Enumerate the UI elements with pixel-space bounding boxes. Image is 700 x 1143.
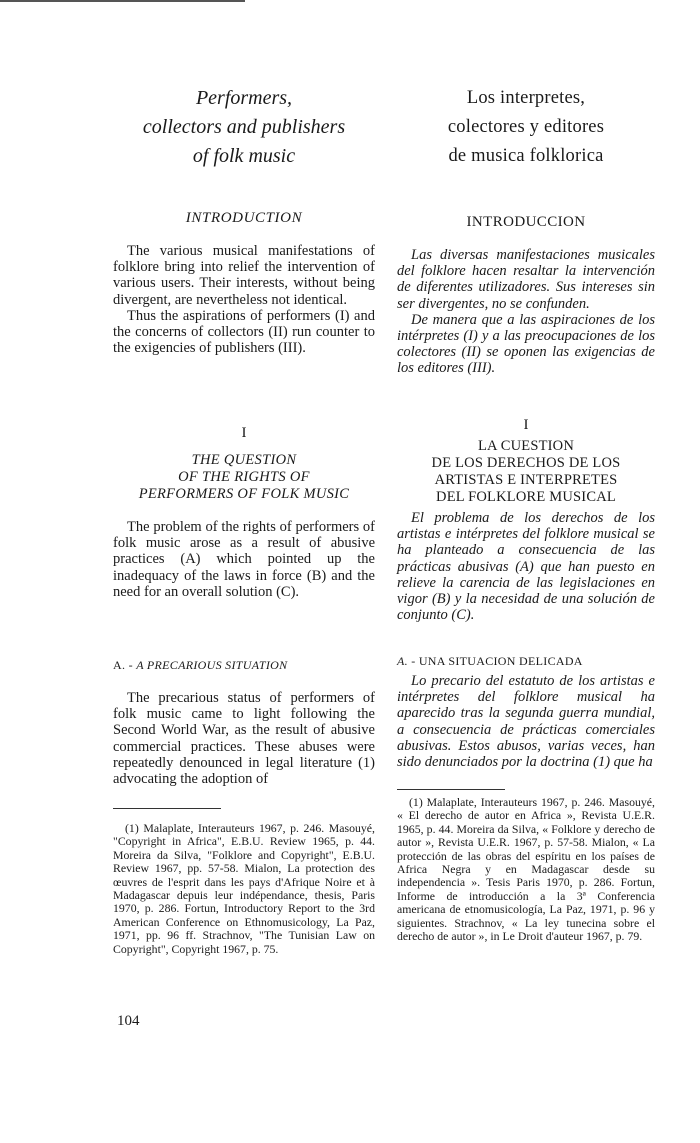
title-line: Los interpretes, [466,88,586,108]
paragraph: The problem of the rights of performers of folk music arose as a result of abusive practices (A) which pointed up the inadequacy of the laws in force (B) and the need for an overall solution (C). [113,519,375,600]
paragraph: Thus the aspirations of performers (I) and the concerns of collectors (II) run counter to the exigencies of publishers (III). [113,307,375,357]
paragraph: The precarious status of performers of folk music came to light following the Second World War, as the result of abusive commercial practices. These abuses were repeatedly denounced in legal literature (1) advocating the adoption of [113,690,375,788]
introduccion-heading: INTRODUCCION [466,214,586,230]
footnote-text: (1) Malaplate, Interauteurs 1967, p. 246. Masouyé, « El derecho de autor en Africa », Revista U.E.R. 1965, p. 44. Moreira da Silva, « Folklore y derecho de autor », Revista U.E.R. 1967, p. 57-58. Mialon, « La protección de las obras del espíritu en los países de Africa Negra y en Madagascar desde su independencia ». Tesis Paris 1970, p. 286. Fortun, Informe de introducción a la 3ª Conferencia americana de etnomusicología, La Paz, 1971, p. 96 y siguientes. Strachnov, « La ley tunecina sobre el derecho de autor », in Le Droit d'auteur 1967, p. 79. [397,795,655,944]
paragraph: Lo precario del estatuto de los artistas e intérpretes del folklore musical ha aparecido tras la segunda guerra mundial, a consecuencia de prácticas comerciales abusivas. Estos abusos, varias veces, han sido denunciados por la doctrina (1) que ha [397,673,655,771]
page-number: 104 [117,1013,140,1029]
spanish-title [397,84,655,171]
section-title [397,438,655,506]
title-line: of folk music [192,145,296,167]
section-title [113,452,375,503]
title-line: colectores y editores [447,117,605,137]
paragraph: Las diversas manifestaciones musicales del folklore hacen resaltar la intervención de diferentes utilizadores. Sus intereses sin ser divergentes, no se confunden. [397,247,655,312]
paragraph: El problema de los derechos de los artistas e intérpretes del folklore musical se ha planteado a consecuencia de las prácticas abusivas (A) que han puesto en relieve la carencia de las legislaciones en vigor (B) y la necesidad de una solución de conjunto (C). [397,510,655,624]
paragraph: The various musical manifestations of folklore bring into relief the intervention of various users. Their interests, without being divergent, are nevertheless not identical. [113,243,375,308]
english-title [113,84,375,171]
title-line: collectors and publishers [142,116,346,138]
section-title-line: DEL FOLKLORE MUSICAL [436,489,616,505]
top-rule [0,0,245,2]
section-numeral: I [523,417,529,433]
section-title-line: PERFORMERS OF FOLK MUSIC [138,486,350,502]
section-text [113,519,375,600]
section-text [397,510,655,623]
introduccion-text [397,247,655,377]
section-numeral: I [241,425,247,441]
subsection-heading [397,654,655,669]
footnote [397,796,655,943]
section-title-line: THE QUESTION [191,452,297,468]
subsection-text [397,673,655,770]
subsection-title: A PRECARIOUS SITUATION [136,658,288,672]
section-title-line: DE LOS DERECHOS DE LOS [431,455,621,471]
section-title-line: ARTISTAS E INTERPRETES [434,472,618,488]
footnote-text: (1) Malaplate, Interauteurs 1967, p. 246. Masouyé, "Copyright in Africa", E.B.U. Review 1965, p. 44. Moreira da Silva, "Folklore and Copyright", E.B.U. Review 1967, pp. 57-58. Mialon, La protection des œuvres de l'esprit dans les pays d'Afrique Noire et à Madagascar depuis leur indépendance, thesis, Paris 1970, p. 286. Fortun, Introductory Report to the 3rd American Conference on Ethnomusicology, La Paz, 1971, pp. 96 ff. Strachnov, "The Tunisian Law on Copyright", Copyright 1967, p. 75. [113,821,375,956]
section-title-line: LA CUESTION [477,438,575,454]
introduction-text [113,243,375,356]
footnote [113,822,375,956]
paragraph: De manera que a las aspiraciones de los intérpretes (I) y a las preocupaciones de los colectores (II) se oponen las exigencias de los editores (III). [397,311,655,377]
subsection-title: UNA SITUACION DELICADA [418,654,583,668]
section-title-line: OF THE RIGHTS OF [178,469,310,485]
introduction-heading: INTRODUCTION [185,210,303,226]
subsection-text [113,690,375,787]
subsection-heading [113,658,375,673]
subsection-prefix: A. - [113,658,133,672]
title-line: Performers, [195,87,293,109]
subsection-prefix: A. - [397,654,416,668]
title-line: de musica folklorica [448,146,604,166]
footnote-rule [113,808,221,809]
footnote-rule [397,789,505,790]
